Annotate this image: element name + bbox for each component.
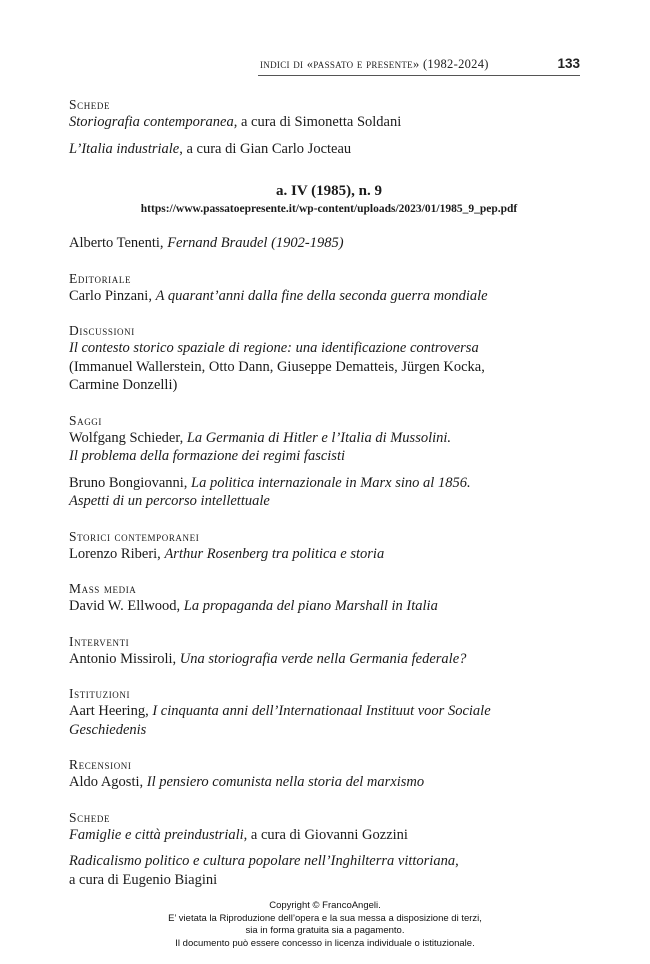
entry-title: La propaganda del piano Marshall in Italia (183, 598, 438, 614)
running-title: indici di «passato e presente» (1982-2024) (260, 57, 489, 71)
entry-editor: , a cura di Gian Carlo Jocteau (179, 140, 352, 157)
entry-title: Il contesto storico spaziale di regione: una identificazione controversa (69, 340, 479, 356)
index-entry-continued (69, 492, 589, 511)
entry-editor: a cura di Eugenio Biagini (69, 871, 218, 888)
entry-author: Carlo Pinzani, (69, 287, 156, 304)
entry-title: Il pensiero comunista nella storia del marxismo (146, 774, 425, 790)
footer-line: E’ vietata la Riproduzione dell’opera e la sua messa a disposizione di terzi, (168, 912, 482, 924)
index-entry-continued (69, 447, 589, 466)
entry-title: Famiglie e città preindustriali (69, 826, 244, 843)
index-entry (69, 140, 589, 159)
section-label: Saggi (69, 412, 103, 428)
running-header (258, 55, 580, 76)
footer-line: sia in forma gratuita sia a pagamento. (245, 925, 405, 936)
section-label: Mass media (69, 581, 137, 596)
entry-title: L’Italia industriale (69, 140, 180, 157)
index-entry (69, 597, 589, 616)
issue-title: a. IV (1985), n. 9 (276, 183, 382, 199)
index-entry (69, 429, 589, 448)
section-discussioni (69, 322, 589, 395)
index-entry (69, 545, 589, 564)
entry-title: Una storiografia verde nella Germania federale? (179, 650, 467, 667)
section-saggi (69, 412, 589, 511)
section-mass-media (69, 580, 589, 616)
copyright-footer (0, 900, 650, 950)
section-storici-contemporanei (69, 528, 589, 564)
section-schede-bottom (69, 809, 589, 890)
section-label: Schede (69, 97, 111, 112)
entry-title: Radicalismo politico e cultura popolare nell’Inghilterra vittoriana (69, 853, 456, 869)
section-label: Discussioni (69, 323, 135, 338)
entry-author: Antonio Missiroli, (69, 650, 180, 667)
index-entry (69, 852, 589, 871)
entry-author: Lorenzo Riberi, (69, 545, 165, 562)
index-entry (69, 339, 589, 358)
index-content (69, 96, 589, 889)
section-label: Interventi (69, 633, 130, 649)
entry-title: La Germania di Hitler e l’Italia di Mussolini. (186, 429, 452, 446)
entry-author: Wolfgang Schieder, (69, 429, 187, 446)
section-interventi (69, 633, 589, 669)
issue-heading (69, 182, 589, 217)
entry-title: Il problema della formazione dei regimi fascisti (69, 448, 346, 464)
issue-url-link[interactable]: https://www.passatoepresente.it/wp-content/uploads/2023/01/1985_9_pep.pdf (140, 203, 518, 215)
section-label: Istituzioni (69, 686, 131, 701)
entry-participants: Carmine Donzelli) (69, 377, 178, 393)
section-schede-top (69, 96, 589, 158)
section-recensioni (69, 756, 589, 792)
entry-editor: , a cura di Giovanni Gozzini (243, 826, 408, 843)
section-label: Recensioni (69, 757, 132, 772)
section-label: Editoriale (69, 270, 132, 286)
index-entry-continued (69, 721, 589, 740)
section-label: Storici contemporanei (69, 528, 200, 544)
entry-punctuation: , (455, 853, 459, 869)
index-entry (69, 702, 589, 721)
entry-title: Arthur Rosenberg tra politica e storia (164, 545, 385, 562)
entry-title: La politica internazionale in Marx sino al 1856. (191, 474, 471, 491)
page-number: 133 (557, 56, 580, 71)
entry-author: Aldo Agosti, (69, 774, 147, 790)
footer-line: Copyright © FrancoAngeli. (269, 900, 381, 911)
entry-author: Bruno Bongiovanni, (69, 474, 192, 491)
index-entry (69, 826, 589, 845)
entry-author: Aart Heering, (69, 703, 153, 719)
entry-title: Aspetti di un percorso intellettuale (69, 493, 270, 509)
entry-editor: , a cura di Simonetta Soldani (233, 114, 402, 130)
entry-title: Geschiedenis (69, 721, 147, 738)
section-istituzioni (69, 685, 589, 739)
entry-title: A quarant’anni dalla fine della seconda guerra mondiale (155, 287, 488, 304)
entry-participants: (Immanuel Wallerstein, Otto Dann, Giuseppe Dematteis, Jürgen Kocka, (69, 358, 485, 375)
index-entry (69, 474, 589, 493)
section-label: Schede (69, 809, 111, 825)
entry-title: Storiografia contemporanea (69, 114, 234, 130)
section-editoriale (69, 270, 589, 306)
index-entry (69, 650, 589, 669)
entry-title: I cinquanta anni dell’Internationaal Instituut voor Sociale (152, 703, 491, 719)
index-entry (69, 113, 589, 132)
index-entry (69, 773, 589, 792)
index-entry (69, 234, 589, 253)
entry-author: David W. Ellwood, (69, 598, 184, 614)
footer-line: Il documento può essere concesso in licenza individuale o istituzionale. (175, 937, 475, 949)
entry-author: Alberto Tenenti, (69, 235, 168, 251)
entry-title: Fernand Braudel (1902-1985) (167, 235, 344, 251)
index-entry (69, 287, 589, 306)
